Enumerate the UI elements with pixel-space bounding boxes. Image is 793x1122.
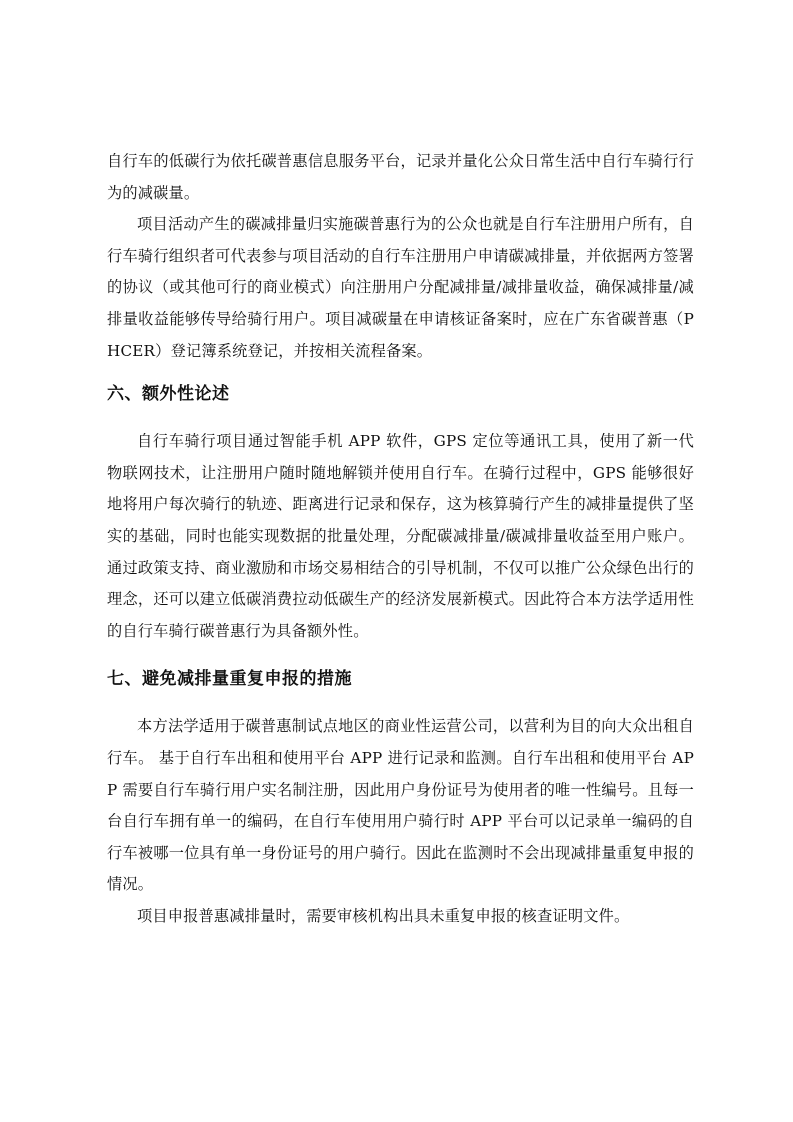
section-7-paragraph-1: 本方法学适用于碳普惠制试点地区的商业性运营公司，以营利为目的向大众出租自行车。 基于自行车出租和使用平台 APP 进行记录和监测。自行车出租和使用平台 APP 需要自行车骑行用户实名制注册，因此用户身份证号为使用者的唯一性编号。且每一台自行车拥有单一的编码，在自行车使用用户骑行时 APP 平台可以记录单一编码的自行车被哪一位具有单一身份证号的用户骑行。因此在监测时不会出现减排量重复申报的情况。 <box>107 717 694 894</box>
section-6-paragraph: 自行车骑行项目通过智能手机 APP 软件，GPS 定位等通讯工具，使用了新一代物联网技术，让注册用户随时随地解锁并使用自行车。在骑行过程中，GPS 能够很好地将用户每次骑行的轨迹、距离进行记录和保存，这为核算骑行产生的减排量提供了坚实的基础，同时也能实现数据的批量处理，分配碳减排量/碳减排量收益至用户账户。通过政策支持、商业激励和市场交易相结合的引导机制，不仅可以推广公众绿色出行的理念，还可以建立低碳消费拉动低碳生产的经济发展新模式。因此符合本方法学适用性的自行车骑行碳普惠行为具备额外性。 <box>107 432 694 640</box>
section-7-heading: 七、避免减排量重复申报的措施 <box>107 669 352 690</box>
section-6-heading: 六、额外性论述 <box>107 384 230 405</box>
document-body <box>107 146 694 932</box>
intro-paragraph-ownership: 项目活动产生的碳减排量归实施碳普惠行为的公众也就是自行车注册用户所有，自行车骑行组织者可代表参与项目活动的自行车注册用户申请碳减排量，并依据两方签署的协议（或其他可行的商业模式）向注册用户分配减排量/减排量收益，确保减排量/减排量收益能够传导给骑行用户。项目减碳量在申请核证备案时，应在广东省碳普惠（PHCER）登记簿系统登记，并按相关流程备案。 <box>107 215 694 360</box>
intro-paragraph-continued: 自行车的低碳行为依托碳普惠信息服务平台，记录并量化公众日常生活中自行车骑行行为的减碳量。 <box>107 152 694 202</box>
section-7-paragraph-2: 项目申报普惠减排量时，需要审核机构出具未重复申报的核查证明文件。 <box>137 906 630 925</box>
